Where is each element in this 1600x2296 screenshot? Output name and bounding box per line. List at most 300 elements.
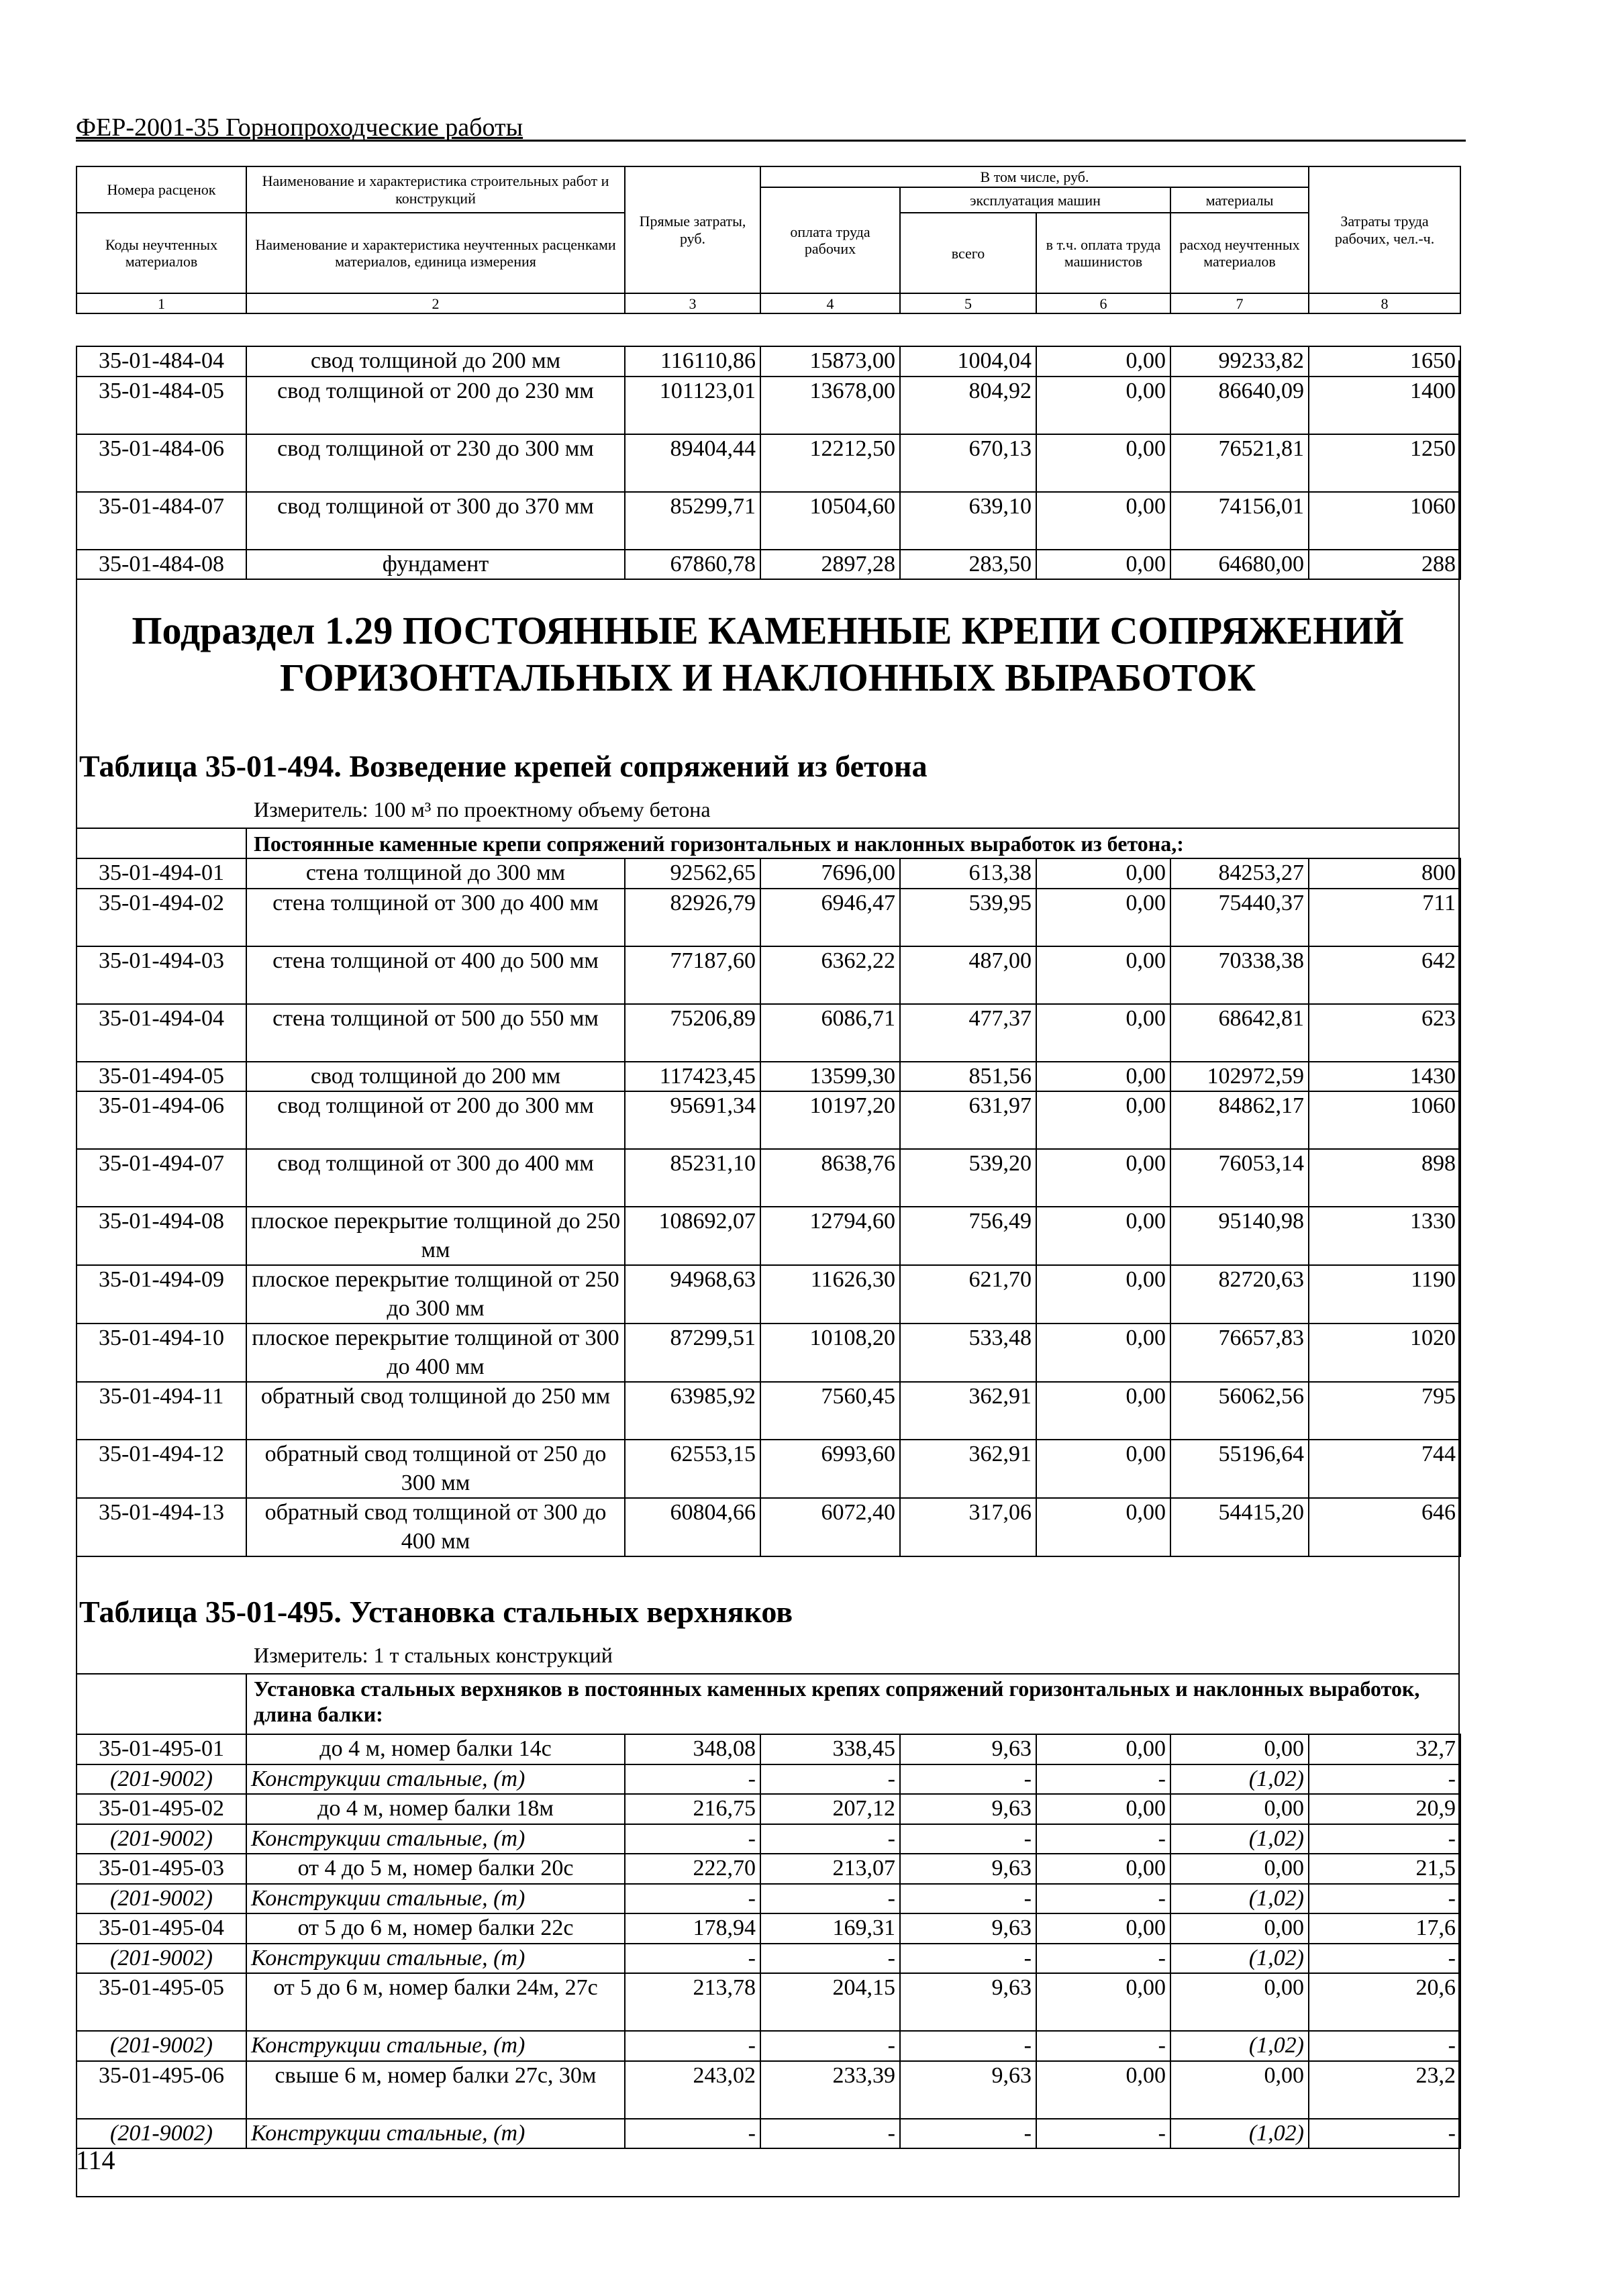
machinist-labor-cost: 0,00 [1036, 434, 1170, 492]
machine-cost: - [900, 2119, 1036, 2149]
material-name: Конструкции стальные, (т) [246, 1944, 625, 1974]
material-row [77, 1944, 1460, 1974]
labor-cost: 338,45 [760, 1734, 900, 1764]
machine-cost: 631,97 [900, 1091, 1036, 1149]
rate-code: 35-01-484-08 [77, 550, 246, 580]
labor-cost: 6072,40 [760, 1498, 900, 1556]
machine-cost: 539,95 [900, 889, 1036, 946]
direct-cost: - [625, 2119, 760, 2149]
direct-cost: 62553,15 [625, 1440, 760, 1498]
machinist-labor-cost: 0,00 [1036, 1004, 1170, 1062]
work-name: до 4 м, номер балки 18м [246, 1794, 625, 1824]
col-num: 3 [625, 293, 760, 313]
machinist-labor-cost: 0,00 [1036, 377, 1170, 434]
machinist-labor-cost: 0,00 [1036, 550, 1170, 580]
table-row [77, 946, 1460, 1004]
machine-cost: 9,63 [900, 1973, 1036, 2031]
labor-hours: 1400 [1309, 377, 1460, 434]
labor-cost: 7696,00 [760, 858, 900, 889]
table-row [77, 434, 1460, 492]
table-row [77, 858, 1460, 889]
machinist-labor-cost: - [1036, 1944, 1170, 1974]
rate-code: 35-01-494-13 [77, 1498, 246, 1556]
labor-hours: - [1309, 1764, 1460, 1795]
machine-cost: 539,20 [900, 1149, 1036, 1207]
work-name: плоское перекрытие толщиной до 250 мм [246, 1207, 625, 1265]
table-row [77, 2061, 1460, 2119]
work-name: свод толщиной от 200 до 300 мм [246, 1091, 625, 1149]
direct-cost: 101123,01 [625, 377, 760, 434]
rate-code: 35-01-494-11 [77, 1382, 246, 1440]
material-name: Конструкции стальные, (т) [246, 2119, 625, 2149]
direct-cost: 116110,86 [625, 346, 760, 377]
col-num: 8 [1309, 293, 1460, 313]
machine-cost: - [900, 2031, 1036, 2061]
machine-cost: 1004,04 [900, 346, 1036, 377]
direct-cost: 75206,89 [625, 1004, 760, 1062]
table-row [77, 550, 1460, 580]
direct-cost: - [625, 1944, 760, 1974]
table-row [77, 1913, 1460, 1944]
machinist-labor-cost: 0,00 [1036, 1498, 1170, 1556]
labor-hours: - [1309, 2031, 1460, 2061]
labor-hours: 288 [1309, 550, 1460, 580]
work-name: свод толщиной до 200 мм [246, 1062, 625, 1092]
labor-hours: 1020 [1309, 1324, 1460, 1382]
labor-cost: 213,07 [760, 1854, 900, 1884]
labor-cost: 6086,71 [760, 1004, 900, 1062]
machinist-labor-cost: - [1036, 2031, 1170, 2061]
material-cost: 76657,83 [1170, 1324, 1309, 1382]
direct-cost: 117423,45 [625, 1062, 760, 1092]
material-row [77, 1824, 1460, 1854]
labor-cost: 12212,50 [760, 434, 900, 492]
divider [246, 1673, 247, 1734]
header-direct: Прямые затраты, руб. [625, 166, 760, 293]
material-cost: 54415,20 [1170, 1498, 1309, 1556]
material-row [77, 1764, 1460, 1795]
subsection-title: Подраздел 1.29 ПОСТОЯННЫЕ КАМЕННЫЕ КРЕПИ СОПРЯЖЕНИЙ ГОРИЗОНТАЛЬНЫХ И НАКЛОННЫХ ВЫРАБОТОК [132, 609, 1404, 699]
labor-hours: 898 [1309, 1149, 1460, 1207]
material-cost: 64680,00 [1170, 550, 1309, 580]
rate-code: 35-01-494-10 [77, 1324, 246, 1382]
material-name: Конструкции стальные, (т) [246, 1884, 625, 1914]
header-workers: Затраты труда рабочих, чел.-ч. [1309, 166, 1460, 293]
material-cost: 84862,17 [1170, 1091, 1309, 1149]
work-name: обратный свод толщиной от 300 до 400 мм [246, 1498, 625, 1556]
material-cost: 68642,81 [1170, 1004, 1309, 1062]
col-num: 4 [760, 293, 900, 313]
machinist-labor-cost: 0,00 [1036, 858, 1170, 889]
labor-hours: 32,7 [1309, 1734, 1460, 1764]
material-consumption: (1,02) [1170, 1764, 1309, 1795]
header-codes-top: Номера расценок [77, 166, 246, 213]
table-495-title: Таблица 35-01-495. Установка стальных верхняков [79, 1595, 793, 1629]
machinist-labor-cost: 0,00 [1036, 1440, 1170, 1498]
direct-cost: 95691,34 [625, 1091, 760, 1149]
material-cost: 0,00 [1170, 1854, 1309, 1884]
table-row [77, 1794, 1460, 1824]
direct-cost: - [625, 1884, 760, 1914]
work-name: от 5 до 6 м, номер балки 24м, 27с [246, 1973, 625, 2031]
direct-cost: 94968,63 [625, 1265, 760, 1324]
material-code: (201-9002) [77, 1764, 246, 1795]
table-495 [76, 1734, 1461, 2149]
material-cost: 86640,09 [1170, 377, 1309, 434]
material-consumption: (1,02) [1170, 1944, 1309, 1974]
work-name: стена толщиной от 300 до 400 мм [246, 889, 625, 946]
labor-hours: 1060 [1309, 492, 1460, 550]
work-name: стена толщиной от 400 до 500 мм [246, 946, 625, 1004]
labor-cost: 2897,28 [760, 550, 900, 580]
direct-cost: 63985,92 [625, 1382, 760, 1440]
col-num: 1 [77, 293, 246, 313]
rate-code: 35-01-494-02 [77, 889, 246, 946]
rate-code: 35-01-494-12 [77, 1440, 246, 1498]
labor-hours: 711 [1309, 889, 1460, 946]
rate-code: 35-01-495-03 [77, 1854, 246, 1884]
rate-code: 35-01-495-02 [77, 1794, 246, 1824]
header-number-row [77, 293, 1460, 313]
labor-cost: 11626,30 [760, 1265, 900, 1324]
rate-code: 35-01-494-07 [77, 1149, 246, 1207]
work-name: обратный свод толщиной от 250 до 300 мм [246, 1440, 625, 1498]
labor-cost: - [760, 1824, 900, 1854]
work-name: до 4 м, номер балки 14с [246, 1734, 625, 1764]
labor-hours: 1060 [1309, 1091, 1460, 1149]
direct-cost: 87299,51 [625, 1324, 760, 1382]
material-cost: 0,00 [1170, 1973, 1309, 2031]
labor-cost: - [760, 1944, 900, 1974]
work-name: от 5 до 6 м, номер балки 22с [246, 1913, 625, 1944]
rate-code: 35-01-494-05 [77, 1062, 246, 1092]
labor-cost: 10197,20 [760, 1091, 900, 1149]
machine-cost: 621,70 [900, 1265, 1036, 1324]
labor-hours: - [1309, 1824, 1460, 1854]
machine-cost: 533,48 [900, 1324, 1036, 1382]
labor-cost: 204,15 [760, 1973, 900, 2031]
machine-cost: 851,56 [900, 1062, 1036, 1092]
table-row [77, 492, 1460, 550]
material-cost: 55196,64 [1170, 1440, 1309, 1498]
material-code: (201-9002) [77, 2119, 246, 2149]
header-incl: В том числе, руб. [760, 166, 1309, 187]
machine-cost: 804,92 [900, 377, 1036, 434]
labor-hours: 1190 [1309, 1265, 1460, 1324]
machinist-labor-cost: 0,00 [1036, 1913, 1170, 1944]
rate-code: 35-01-484-07 [77, 492, 246, 550]
labor-cost: 13599,30 [760, 1062, 900, 1092]
machinist-labor-cost: 0,00 [1036, 1091, 1170, 1149]
table-row [77, 1324, 1460, 1382]
table-row [77, 1091, 1460, 1149]
material-code: (201-9002) [77, 1884, 246, 1914]
divider [76, 1673, 1460, 1675]
material-code: (201-9002) [77, 1824, 246, 1854]
rate-code: 35-01-495-06 [77, 2061, 246, 2119]
column-header-table [76, 166, 1461, 314]
machinist-labor-cost: 0,00 [1036, 2061, 1170, 2119]
machine-cost: - [900, 1884, 1036, 1914]
col-num: 7 [1170, 293, 1309, 313]
work-name: свод толщиной до 200 мм [246, 346, 625, 377]
rate-code: 35-01-484-04 [77, 346, 246, 377]
rate-code: 35-01-495-04 [77, 1913, 246, 1944]
machine-cost: - [900, 1824, 1036, 1854]
table-494 [76, 858, 1461, 1557]
table-row [77, 1854, 1460, 1884]
header-name-bottom: Наименование и характеристика неучтенных расценками материалов, единица измерения [246, 213, 625, 293]
direct-cost: 108692,07 [625, 1207, 760, 1265]
machinist-labor-cost: - [1036, 1764, 1170, 1795]
material-consumption: (1,02) [1170, 1884, 1309, 1914]
rate-code: 35-01-494-06 [77, 1091, 246, 1149]
labor-hours: 1430 [1309, 1062, 1460, 1092]
labor-cost: - [760, 1884, 900, 1914]
direct-cost: 178,94 [625, 1913, 760, 1944]
header-mach-labor: в т.ч. оплата труда машинистов [1036, 213, 1170, 293]
header-labor: оплата труда рабочих [760, 187, 900, 293]
machinist-labor-cost: - [1036, 1884, 1170, 1914]
rate-code: 35-01-494-01 [77, 858, 246, 889]
table-row [77, 377, 1460, 434]
direct-cost: 216,75 [625, 1794, 760, 1824]
labor-hours: 1650 [1309, 346, 1460, 377]
machine-cost: 283,50 [900, 550, 1036, 580]
direct-cost: 82926,79 [625, 889, 760, 946]
material-cost: 95140,98 [1170, 1207, 1309, 1265]
work-name: от 4 до 5 м, номер балки 20с [246, 1854, 625, 1884]
table-row [77, 889, 1460, 946]
table-row [77, 1207, 1460, 1265]
table-495-group: Установка стальных верхняков в постоянных каменных крепях сопряжений горизонтальных и наклонных выработок, длина балки: [254, 1677, 1420, 1727]
material-code: (201-9002) [77, 2031, 246, 2061]
material-cost: 76053,14 [1170, 1149, 1309, 1207]
labor-cost: - [760, 2031, 900, 2061]
machine-cost: 9,63 [900, 1734, 1036, 1764]
work-name: свод толщиной от 300 до 370 мм [246, 492, 625, 550]
material-cost: 74156,01 [1170, 492, 1309, 550]
machine-cost: 317,06 [900, 1498, 1036, 1556]
machinist-labor-cost: 0,00 [1036, 1734, 1170, 1764]
table-row [77, 1973, 1460, 2031]
table-row [77, 1440, 1460, 1498]
direct-cost: 85231,10 [625, 1149, 760, 1207]
material-cost: 0,00 [1170, 1734, 1309, 1764]
direct-cost: 348,08 [625, 1734, 760, 1764]
labor-hours: - [1309, 1884, 1460, 1914]
labor-cost: 12794,60 [760, 1207, 900, 1265]
rate-code: 35-01-494-08 [77, 1207, 246, 1265]
table-row [77, 1265, 1460, 1324]
direct-cost: 67860,78 [625, 550, 760, 580]
header-machines: эксплуатация машин [900, 187, 1170, 213]
material-row [77, 1884, 1460, 1914]
table-row [77, 1498, 1460, 1556]
labor-hours: - [1309, 1944, 1460, 1974]
material-cost: 0,00 [1170, 1913, 1309, 1944]
rate-code: 35-01-494-04 [77, 1004, 246, 1062]
rate-code: 35-01-484-05 [77, 377, 246, 434]
work-name: фундамент [246, 550, 625, 580]
work-name: свод толщиной от 230 до 300 мм [246, 434, 625, 492]
material-name: Конструкции стальные, (т) [246, 1824, 625, 1854]
machinist-labor-cost: 0,00 [1036, 346, 1170, 377]
labor-hours: 744 [1309, 1440, 1460, 1498]
direct-cost: 60804,66 [625, 1498, 760, 1556]
header-mach-total: всего [900, 213, 1036, 293]
machine-cost: 9,63 [900, 2061, 1036, 2119]
direct-cost: - [625, 1824, 760, 1854]
material-cost: 82720,63 [1170, 1265, 1309, 1324]
labor-cost: 6362,22 [760, 946, 900, 1004]
labor-hours: 646 [1309, 1498, 1460, 1556]
direct-cost: 85299,71 [625, 492, 760, 550]
direct-cost: 243,02 [625, 2061, 760, 2119]
col-num: 5 [900, 293, 1036, 313]
machine-cost: 756,49 [900, 1207, 1036, 1265]
labor-hours: 623 [1309, 1004, 1460, 1062]
labor-cost: 13678,00 [760, 377, 900, 434]
labor-cost: 10504,60 [760, 492, 900, 550]
machinist-labor-cost: 0,00 [1036, 946, 1170, 1004]
material-consumption: (1,02) [1170, 2031, 1309, 2061]
table-494-measure: Измеритель: 100 м³ по проектному объему бетона [254, 797, 711, 821]
table-row [77, 1382, 1460, 1440]
material-name: Конструкции стальные, (т) [246, 1764, 625, 1795]
material-cost: 0,00 [1170, 1794, 1309, 1824]
material-cost: 70338,38 [1170, 946, 1309, 1004]
machinist-labor-cost: 0,00 [1036, 1382, 1170, 1440]
material-consumption: (1,02) [1170, 1824, 1309, 1854]
machinist-labor-cost: 0,00 [1036, 1207, 1170, 1265]
direct-cost: 222,70 [625, 1854, 760, 1884]
machinist-labor-cost: 0,00 [1036, 1324, 1170, 1382]
labor-hours: 20,9 [1309, 1794, 1460, 1824]
table-row [77, 1149, 1460, 1207]
direct-cost: - [625, 1764, 760, 1795]
table-row [77, 1004, 1460, 1062]
direct-cost: 77187,60 [625, 946, 760, 1004]
running-header: ФЕР-2001-35 Горнопроходческие работы [76, 113, 523, 142]
labor-cost: 10108,20 [760, 1324, 900, 1382]
page-number: 114 [76, 2145, 115, 2175]
rate-code: 35-01-495-05 [77, 1973, 246, 2031]
direct-cost: 89404,44 [625, 434, 760, 492]
labor-hours: - [1309, 2119, 1460, 2149]
work-name: плоское перекрытие толщиной от 250 до 300 мм [246, 1265, 625, 1324]
machine-cost: 362,91 [900, 1440, 1036, 1498]
labor-hours: 23,2 [1309, 2061, 1460, 2119]
machine-cost: 362,91 [900, 1382, 1036, 1440]
labor-cost: 233,39 [760, 2061, 900, 2119]
labor-hours: 800 [1309, 858, 1460, 889]
rate-code: 35-01-494-03 [77, 946, 246, 1004]
col-num: 2 [246, 293, 625, 313]
labor-hours: 642 [1309, 946, 1460, 1004]
labor-hours: 1250 [1309, 434, 1460, 492]
material-code: (201-9002) [77, 1944, 246, 1974]
divider [76, 828, 1460, 829]
labor-cost: 6993,60 [760, 1440, 900, 1498]
machine-cost: 477,37 [900, 1004, 1036, 1062]
material-cost: 76521,81 [1170, 434, 1309, 492]
material-consumption: (1,02) [1170, 2119, 1309, 2149]
labor-cost: - [760, 2119, 900, 2149]
work-name: стена толщиной до 300 мм [246, 858, 625, 889]
material-cost: 75440,37 [1170, 889, 1309, 946]
rate-code: 35-01-495-01 [77, 1734, 246, 1764]
machinist-labor-cost: 0,00 [1036, 889, 1170, 946]
labor-hours: 21,5 [1309, 1854, 1460, 1884]
material-cost: 84253,27 [1170, 858, 1309, 889]
table-484 [76, 346, 1461, 580]
machinist-labor-cost: - [1036, 2119, 1170, 2149]
machine-cost: 487,00 [900, 946, 1036, 1004]
header-materials: материалы [1170, 187, 1309, 213]
work-name: плоское перекрытие толщиной от 300 до 400 мм [246, 1324, 625, 1382]
material-row [77, 2031, 1460, 2061]
material-row [77, 2119, 1460, 2149]
divider [246, 828, 247, 858]
labor-cost: - [760, 1764, 900, 1795]
table-row [77, 346, 1460, 377]
work-name: свод толщиной от 300 до 400 мм [246, 1149, 625, 1207]
direct-cost: 92562,65 [625, 858, 760, 889]
material-name: Конструкции стальные, (т) [246, 2031, 625, 2061]
labor-cost: 8638,76 [760, 1149, 900, 1207]
direct-cost: - [625, 2031, 760, 2061]
machine-cost: 639,10 [900, 492, 1036, 550]
col-num: 6 [1036, 293, 1170, 313]
machine-cost: 9,63 [900, 1913, 1036, 1944]
work-name: свод толщиной от 200 до 230 мм [246, 377, 625, 434]
work-name: обратный свод толщиной до 250 мм [246, 1382, 625, 1440]
rate-code: 35-01-484-06 [77, 434, 246, 492]
labor-hours: 20,6 [1309, 1973, 1460, 2031]
header-codes-bottom: Коды неучтенных материалов [77, 213, 246, 293]
header-mat-consumption: расход неучтенных материалов [1170, 213, 1309, 293]
labor-hours: 17,6 [1309, 1913, 1460, 1944]
labor-cost: 15873,00 [760, 346, 900, 377]
table-row [77, 1062, 1460, 1092]
table-row [77, 1734, 1460, 1764]
work-name: свыше 6 м, номер балки 27с, 30м [246, 2061, 625, 2119]
machine-cost: - [900, 1764, 1036, 1795]
header-rule [76, 140, 1466, 142]
work-name: стена толщиной от 500 до 550 мм [246, 1004, 625, 1062]
machinist-labor-cost: 0,00 [1036, 1265, 1170, 1324]
machinist-labor-cost: 0,00 [1036, 492, 1170, 550]
table-494-group: Постоянные каменные крепи сопряжений горизонтальных и наклонных выработок из бетона,: [254, 832, 1184, 856]
material-cost: 102972,59 [1170, 1062, 1309, 1092]
machinist-labor-cost: 0,00 [1036, 1062, 1170, 1092]
table-494-title: Таблица 35-01-494. Возведение крепей сопряжений из бетона [79, 749, 928, 783]
machine-cost: - [900, 1944, 1036, 1974]
machinist-labor-cost: - [1036, 1824, 1170, 1854]
material-cost: 56062,56 [1170, 1382, 1309, 1440]
machine-cost: 9,63 [900, 1794, 1036, 1824]
machine-cost: 613,38 [900, 858, 1036, 889]
labor-cost: 7560,45 [760, 1382, 900, 1440]
labor-cost: 169,31 [760, 1913, 900, 1944]
machinist-labor-cost: 0,00 [1036, 1794, 1170, 1824]
machinist-labor-cost: 0,00 [1036, 1973, 1170, 2031]
machine-cost: 9,63 [900, 1854, 1036, 1884]
labor-cost: 6946,47 [760, 889, 900, 946]
material-cost: 0,00 [1170, 2061, 1309, 2119]
labor-cost: 207,12 [760, 1794, 900, 1824]
